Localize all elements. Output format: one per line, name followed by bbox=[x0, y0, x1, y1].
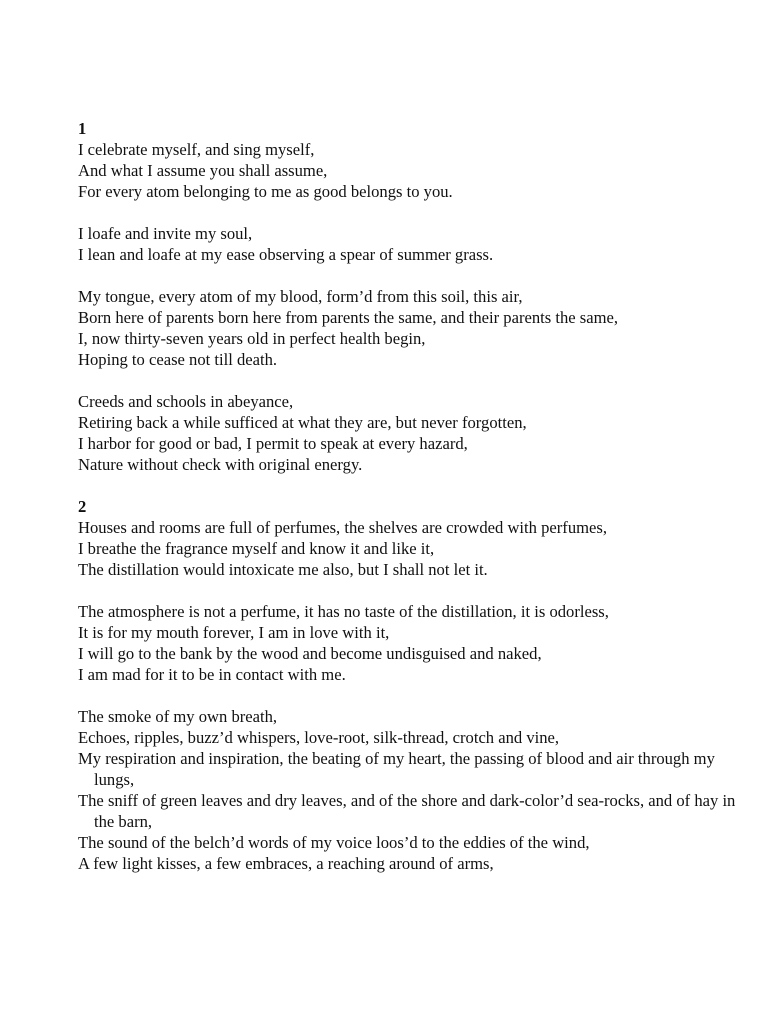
stanza bbox=[78, 223, 738, 265]
poem-line: The sniff of green leaves and dry leaves, and of the shore and dark-color’d sea-rocks, and of hay in the barn, bbox=[78, 791, 736, 831]
poem-line: Creeds and schools in abeyance, bbox=[78, 392, 294, 411]
poem-line: I will go to the bank by the wood and become undisguised and naked, bbox=[78, 644, 542, 663]
stanza bbox=[78, 517, 738, 580]
poem-line: Hoping to cease not till death. bbox=[78, 350, 278, 369]
poem-line: Nature without check with original energy. bbox=[78, 455, 363, 474]
stanza bbox=[78, 286, 738, 370]
poem-line: Houses and rooms are full of perfumes, the shelves are crowded with perfumes, bbox=[78, 518, 607, 537]
poem-line: The sound of the belch’d words of my voice loos’d to the eddies of the wind, bbox=[78, 833, 590, 852]
poem-line: It is for my mouth forever, I am in love with it, bbox=[78, 623, 390, 642]
poem-line: I breathe the fragrance myself and know it and like it, bbox=[78, 539, 435, 558]
poem-line: I loafe and invite my soul, bbox=[78, 224, 253, 243]
poem-line: I am mad for it to be in contact with me. bbox=[78, 665, 346, 684]
section-number: 1 bbox=[78, 119, 87, 138]
poem-line: I harbor for good or bad, I permit to speak at every hazard, bbox=[78, 434, 468, 453]
stanza bbox=[78, 139, 738, 202]
poem-line: I celebrate myself, and sing myself, bbox=[78, 140, 315, 159]
stanza bbox=[78, 391, 738, 475]
poem-line: Echoes, ripples, buzz’d whispers, love-root, silk-thread, crotch and vine, bbox=[78, 728, 560, 747]
poem-section-1 bbox=[78, 118, 738, 475]
stanza bbox=[78, 601, 738, 685]
poem-line: My respiration and inspiration, the beating of my heart, the passing of blood and air through my lungs, bbox=[78, 749, 715, 789]
poem-line: The smoke of my own breath, bbox=[78, 707, 278, 726]
poem-line: Retiring back a while sufficed at what they are, but never forgotten, bbox=[78, 413, 527, 432]
section-number: 2 bbox=[78, 497, 87, 516]
poem-line: My tongue, every atom of my blood, form’d from this soil, this air, bbox=[78, 287, 523, 306]
poem-line: I, now thirty-seven years old in perfect health begin, bbox=[78, 329, 426, 348]
poem-page bbox=[78, 118, 738, 895]
poem-line: The distillation would intoxicate me also, but I shall not let it. bbox=[78, 560, 488, 579]
poem-line: For every atom belonging to me as good belongs to you. bbox=[78, 182, 453, 201]
poem-line: A few light kisses, a few embraces, a reaching around of arms, bbox=[78, 854, 494, 873]
poem-line: I lean and loafe at my ease observing a spear of summer grass. bbox=[78, 245, 494, 264]
stanza bbox=[78, 706, 738, 874]
poem-line: The atmosphere is not a perfume, it has no taste of the distillation, it is odorless, bbox=[78, 602, 609, 621]
poem-section-2 bbox=[78, 496, 738, 874]
poem-line: Born here of parents born here from parents the same, and their parents the same, bbox=[78, 308, 619, 327]
poem-line: And what I assume you shall assume, bbox=[78, 161, 328, 180]
